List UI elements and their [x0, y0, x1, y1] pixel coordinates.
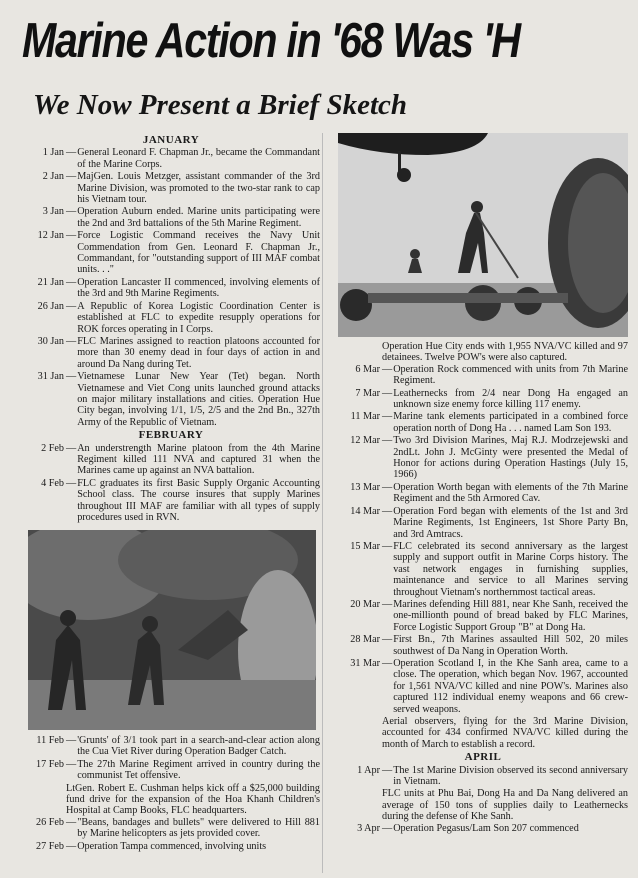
entry-date: 31 Jan	[37, 371, 64, 383]
chronology-entry	[22, 147, 320, 170]
chronology-entry	[22, 371, 320, 428]
entry-date: 1 Apr	[357, 764, 380, 776]
entry-date: 15 Mar	[350, 540, 380, 552]
column-divider	[322, 133, 323, 873]
entry-dash: —	[66, 300, 77, 312]
entry-text: FLC celebrated its second anniversary as the largest supply and support outfit in Marine Corps history. The vast network engages in furnishing supplies, maintenance and service to all Marines serving throughout Vietnam's northernmost tactical areas.	[393, 540, 628, 598]
entry-continuation: Operation Hue City ends with 1,955 NVA/VC killed and 97 detainees. Twelve POW's were also captured.	[382, 341, 628, 364]
chronology-entry	[338, 482, 628, 505]
entry-continuation: Aerial observers, flying for the 3rd Marine Division, accounted for 434 confirmed NVA/VC killed during the month of March to establish a record.	[382, 716, 628, 750]
entry-text: MajGen. Louis Metzger, assistant commander of the 3rd Marine Division, was promoted to the two-star rank to cap his Vietnam tour.	[77, 171, 320, 206]
entry-text: Operation Lancaster II commenced, involving elements of the 3rd and 9th Marine Regiments.	[77, 276, 320, 300]
chronology-entry	[22, 817, 320, 840]
entry-date: 1 Jan	[42, 147, 64, 159]
entry-date: 20 Mar	[350, 598, 380, 610]
left-column	[22, 133, 320, 524]
entry-dash: —	[382, 634, 393, 646]
entry-dash: —	[382, 505, 393, 517]
chronology-entry	[338, 658, 628, 715]
entry-text: Vietnamese Lunar New Year (Tet) began. North Vietnamese and Viet Cong units launched ground attacks on major military installations and cities. Operation Hue City began, involving 1/1, 1/5, 2/5 and the 2nd Bn., 327th Army of the Republic of Vietnam.	[77, 371, 320, 428]
entry-date: 28 Mar	[350, 634, 380, 646]
entry-date: 3 Jan	[42, 206, 64, 218]
entry-dash: —	[66, 276, 77, 288]
chronology-entry	[338, 634, 628, 657]
entry-dash: —	[382, 598, 393, 610]
chronology-entry	[338, 541, 628, 598]
entry-text: First Bn., 7th Marines assaulted Hill 502, 20 miles southwest of Da Nang in Operation Worth.	[393, 634, 628, 657]
entry-date: 11 Mar	[350, 411, 380, 423]
entry-date: 26 Jan	[37, 300, 64, 312]
chronology-entry	[22, 478, 320, 524]
entry-text: Operation Scotland I, in the Khe Sanh area, came to a close. The operation, which began Nov. 1967, accounted for 1,561 NVA/VC killed and nine POW's. Marines also captured 112 individual enemy weapons and 66 crew-served weapons.	[393, 657, 628, 715]
entry-text: Operation Rock commenced with units from 7th Marine Regiment.	[393, 363, 628, 387]
chronology-entry	[338, 599, 628, 633]
subheadline: We Now Present a Brief Sketch	[33, 89, 408, 121]
chronology-entry	[338, 364, 628, 387]
entry-text: Operation Pegasus/Lam Son 207 commenced	[393, 822, 579, 834]
chronology-entry	[22, 841, 320, 852]
entry-dash: —	[66, 477, 77, 489]
entry-date: 12 Jan	[37, 230, 64, 242]
entry-date: 3 Apr	[357, 822, 380, 834]
entry-date: 26 Feb	[35, 816, 64, 828]
entry-dash: —	[66, 147, 77, 159]
entry-date: 11 Feb	[36, 735, 64, 746]
entry-date: 13 Mar	[350, 481, 380, 493]
month-heading: JANUARY	[142, 134, 200, 146]
chronology-entry	[22, 277, 320, 300]
chronology-entry	[338, 506, 628, 540]
left-column-lower	[22, 735, 320, 853]
entry-dash: —	[66, 735, 77, 746]
entry-date: 2 Feb	[41, 442, 64, 454]
entry-dash: —	[382, 481, 393, 493]
entry-text: "Beans, bandages and bullets" were delivered to Hill 881 by Marine helicopters as jets provided cover.	[77, 816, 320, 840]
entry-continuation: LtGen. Robert E. Cushman helps kick off a $25,000 building fund drive for the expansion of the Hoa Khanh Children's Hospital at Camp Books, FLC headquarters.	[66, 782, 320, 817]
entry-text: Force Logistic Command receives the Navy Unit Commendation from Gen. Leonard F. Chapman Jr., Commandant, for "outstanding support of III MAF combat units. . ."	[77, 230, 320, 276]
chronology-entry	[338, 388, 628, 411]
chronology-entry	[22, 171, 320, 205]
entry-date: 17 Feb	[35, 758, 64, 770]
entry-date: 12 Mar	[350, 435, 380, 447]
entry-date: 4 Feb	[41, 477, 64, 489]
entry-dash: —	[382, 435, 393, 447]
chronology-entry	[22, 759, 320, 782]
chronology-entry	[22, 206, 320, 229]
entry-text: An understrength Marine platoon from the 4th Marine Regiment killed 111 NVA and captured 31 when the Marines came up against an NVA battalion.	[77, 442, 320, 477]
photo-jungle-patrol	[28, 530, 316, 730]
entry-date: 14 Mar	[350, 505, 380, 517]
chronology-entry	[22, 301, 320, 335]
entry-text: Marines defending Hill 881, near Khe Sanh, received the one-millionth pound of bread baked by FLC Marines, Force Logistic Support Group "B" at Dong Ha.	[393, 598, 628, 633]
entry-text: Operation Auburn ended. Marine units participating were the 2nd and 3rd battalions of the 5th Marine Regiment.	[77, 206, 320, 229]
entry-text: The 27th Marine Regiment arrived in country during the communist Tet offensive.	[77, 758, 320, 782]
chronology-entry	[22, 443, 320, 477]
entry-dash: —	[66, 442, 77, 454]
jungle-scene-image	[28, 530, 316, 730]
entry-dash: —	[382, 764, 393, 776]
entry-text: The 1st Marine Division observed its second anniversary in Vietnam.	[393, 764, 628, 788]
entry-dash: —	[66, 230, 77, 242]
entry-text: Operation Tampa commenced, involving units	[77, 840, 267, 852]
entry-dash: —	[66, 758, 77, 770]
helicopter-scene-image	[338, 133, 628, 337]
entry-dash: —	[66, 840, 77, 852]
chronology-entry	[22, 336, 320, 370]
entry-date: 27 Feb	[35, 840, 64, 852]
chronology-entry	[22, 230, 320, 276]
entry-text: Two 3rd Division Marines, Maj R.J. Modrzejewski and 2ndLt. John J. McGinty were presented the Medal of Honor for actions during Operation Hastings (July 15, 1966)	[393, 435, 628, 481]
entry-dash: —	[382, 363, 393, 375]
entry-continuation: FLC units at Phu Bai, Dong Ha and Da Nang delivered an average of 150 tons of supplies daily to Leathernecks during the defense of Khe Sanh.	[382, 788, 628, 823]
entry-text: Operation Ford began with elements of the 1st and 3rd Marine Regiments, 1st Engineers, 1st Shore Party Bn, and 3rd Amtracs.	[393, 505, 628, 540]
entry-date: 6 Mar	[355, 363, 380, 375]
chronology-entry	[22, 735, 320, 758]
entry-date: 2 Jan	[42, 171, 64, 183]
entry-date: 31 Mar	[350, 657, 380, 669]
entry-dash: —	[382, 657, 393, 669]
entry-text: Marine tank elements participated in a combined force operation north of Dong Ha . . . named Lam Son 193.	[393, 411, 628, 434]
entry-date: 21 Jan	[37, 276, 64, 288]
entry-dash: —	[382, 387, 393, 399]
chronology-entry	[338, 823, 628, 834]
entry-dash: —	[66, 171, 77, 183]
entry-date: 7 Mar	[355, 387, 380, 399]
chronology-entry	[338, 435, 628, 481]
entry-dash: —	[382, 822, 393, 834]
entry-dash: —	[382, 411, 393, 423]
month-heading: FEBRUARY	[138, 429, 204, 442]
photo-helicopter-marines	[338, 133, 628, 337]
entry-text: Leathernecks from 2/4 near Dong Ha engaged an unknown size enemy force killing 117 enemy.	[393, 387, 628, 411]
chronology-entry	[338, 765, 628, 788]
month-heading: APRIL	[464, 751, 502, 764]
entry-text: A Republic of Korea Logistic Coordination Center is established at FLC to expedite resupply operations for ROK forces operating in I Corps.	[77, 300, 320, 335]
entry-text: General Leonard F. Chapman Jr., became the Commandant of the Marine Corps.	[77, 147, 320, 170]
entry-dash: —	[66, 371, 77, 383]
entry-dash: —	[66, 335, 77, 347]
right-column	[338, 341, 628, 835]
entry-dash: —	[66, 816, 77, 828]
headline: Marine Action in '68 Was 'H	[22, 14, 520, 68]
chronology-entry	[338, 411, 628, 434]
entry-dash: —	[382, 540, 393, 552]
entry-text: Operation Worth began with elements of the 7th Marine Regiment and the 5th Armored Cav.	[393, 481, 628, 505]
entry-text: 'Grunts' of 3/1 took part in a search-and-clear action along the Cua Viet River during Operation Badger Catch.	[77, 735, 320, 758]
entry-text: FLC Marines assigned to reaction platoons accounted for more than 30 enemy dead in four days of action in and around Da Nang during Tet.	[77, 335, 320, 370]
entry-date: 30 Jan	[37, 335, 64, 347]
entry-dash: —	[66, 206, 77, 218]
entry-text: FLC graduates its first Basic Supply Organic Accounting School class. The course insures that supply Marines throughout III MAF are familiar with all types of supply procedures used in RVN.	[77, 477, 320, 523]
